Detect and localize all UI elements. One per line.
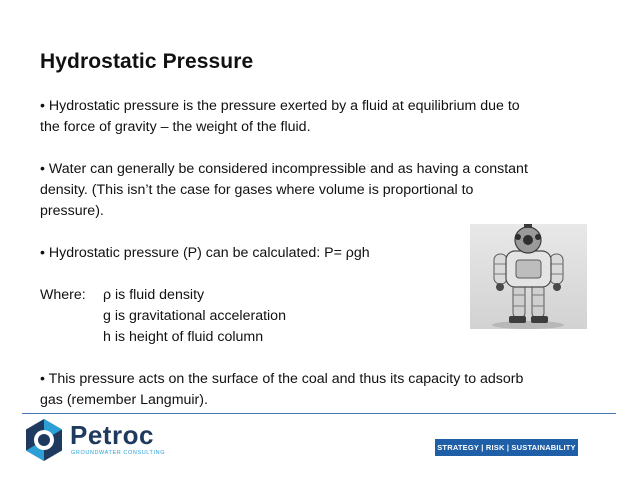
where-item-height: h is height of fluid column — [103, 329, 264, 345]
strategy-badge: STRATEGY | RISK | SUSTAINABILITY — [435, 439, 578, 456]
bullet-2-line-1: • Water can generally be considered incompressible and as having a constant — [40, 161, 528, 177]
bullet-2-line-3: pressure). — [40, 203, 104, 219]
bullet-2-line-2: density. (This isn’t the case for gases where volume is proportional to — [40, 182, 474, 198]
bullet-3-formula: • Hydrostatic pressure (P) can be calculated: P= ρgh — [40, 245, 370, 261]
slide-title: Hydrostatic Pressure — [40, 50, 254, 73]
footer-divider — [22, 413, 616, 414]
bullet-4-line-1: • This pressure acts on the surface of the coal and thus its capacity to adsorb — [40, 371, 524, 387]
logo-tagline: GROUNDWATER CONSULTING — [71, 450, 166, 456]
bullet-1-line-1: • Hydrostatic pressure is the pressure exerted by a fluid at equilibrium due to — [40, 98, 520, 114]
bullet-4-line-2: gas (remember Langmuir). — [40, 392, 208, 408]
petroc-logo — [22, 418, 182, 462]
diving-suit-image — [470, 224, 587, 329]
where-item-gravity: g is gravitational acceleration — [103, 308, 286, 324]
bullet-1-line-2: the force of gravity – the weight of the fluid. — [40, 119, 311, 135]
diving-suit-photo — [470, 224, 587, 329]
where-label: Where: — [40, 287, 86, 303]
petroc-logo-mark — [22, 418, 66, 462]
where-item-density: ρ is fluid density — [103, 287, 205, 303]
logo-name: Petroc — [70, 420, 154, 450]
